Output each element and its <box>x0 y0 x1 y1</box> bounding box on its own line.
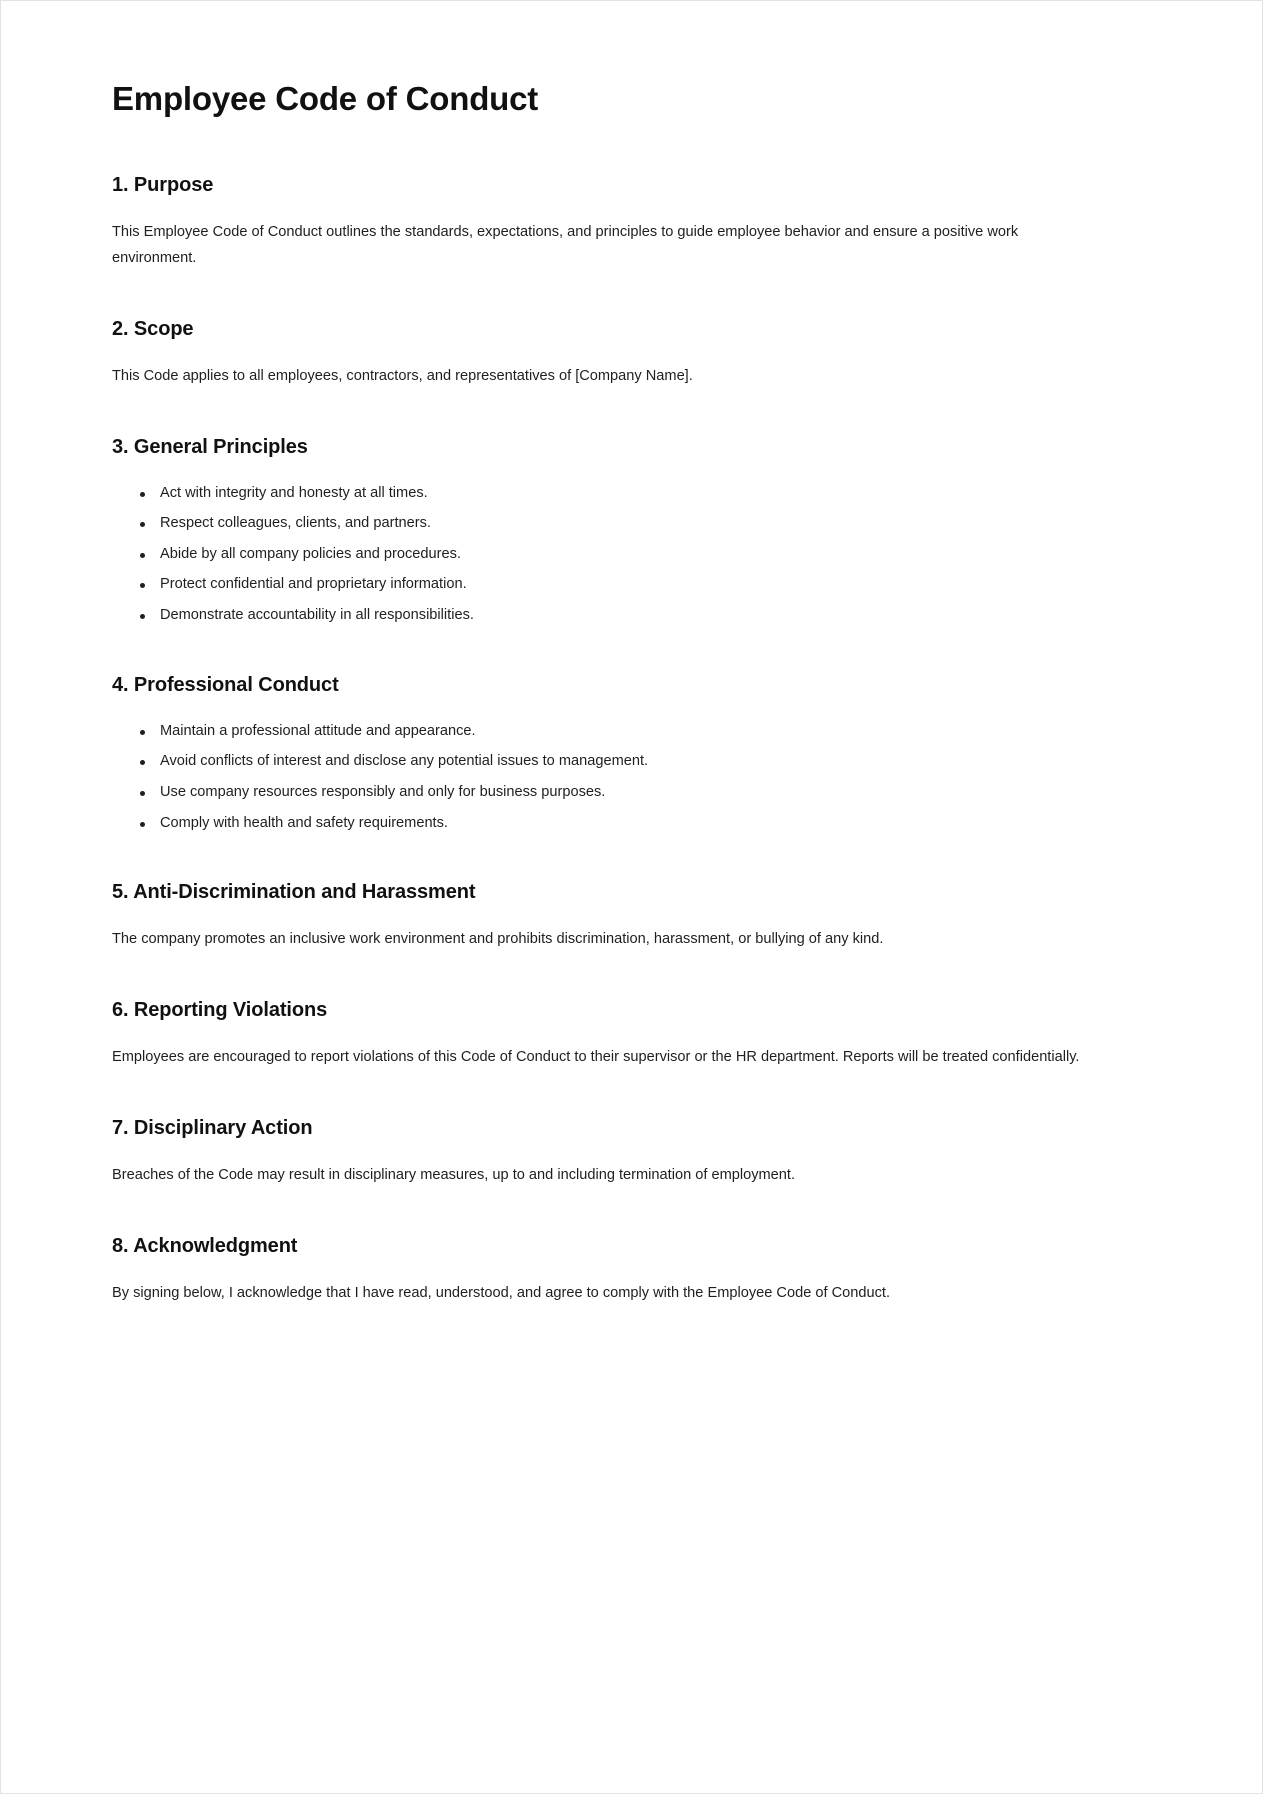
section-paragraph-acknowledgment: By signing below, I acknowledge that I have read, understood, and agree to comply with the Employee Code of Conduct. <box>112 1285 891 1302</box>
list-item: Avoid conflicts of interest and disclose any potential issues to management. <box>138 750 1152 774</box>
section-heading-scope: 2. Scope <box>112 317 194 340</box>
section-scope <box>112 317 1152 390</box>
section-paragraph-scope: This Code applies to all employees, contractors, and representatives of [Company Name]. <box>112 367 693 384</box>
document-body <box>1 1 1262 1367</box>
list-item: Comply with health and safety requirements. <box>138 812 1152 836</box>
section-general-principles <box>112 435 1152 628</box>
section-heading-professional-conduct: 4. Professional Conduct <box>112 673 339 696</box>
list-item: Protect confidential and proprietary information. <box>138 573 1152 597</box>
section-heading-general-principles: 3. General Principles <box>112 435 308 458</box>
list-item: Respect colleagues, clients, and partners. <box>138 512 1152 536</box>
section-disciplinary-action <box>112 1116 1152 1189</box>
list-item: Maintain a professional attitude and appearance. <box>138 720 1152 744</box>
section-anti-discrimination-and-harassment <box>112 880 1152 953</box>
section-paragraph-reporting-violations: Employees are encouraged to report violations of this Code of Conduct to their supervisor or the HR department. Reports will be treated confidentially. <box>112 1049 1080 1066</box>
section-professional-conduct <box>112 673 1152 836</box>
section-heading-acknowledgment: 8. Acknowledgment <box>112 1235 298 1258</box>
section-list-general-principles <box>112 482 1152 628</box>
section-heading-reporting-violations: 6. Reporting Violations <box>112 999 328 1022</box>
section-paragraph-anti-discrimination-and-harassment: The company promotes an inclusive work environment and prohibits discrimination, harassment, or bullying of any kind. <box>112 931 884 948</box>
section-paragraph-purpose: This Employee Code of Conduct outlines the standards, expectations, and principles to guide employee behavior and ensure a positive work environment. <box>112 223 1019 266</box>
list-item: Demonstrate accountability in all responsibilities. <box>138 604 1152 628</box>
section-heading-purpose: 1. Purpose <box>112 173 214 196</box>
section-heading-disciplinary-action: 7. Disciplinary Action <box>112 1117 313 1140</box>
section-paragraph-disciplinary-action: Breaches of the Code may result in disciplinary measures, up to and including termination of employment. <box>112 1167 796 1184</box>
section-list-professional-conduct <box>112 720 1152 836</box>
section-heading-anti-discrimination-and-harassment: 5. Anti-Discrimination and Harassment <box>112 881 476 904</box>
list-item: Abide by all company policies and procedures. <box>138 543 1152 567</box>
section-purpose <box>112 173 1152 272</box>
page-title: Employee Code of Conduct <box>112 80 539 117</box>
list-item: Use company resources responsibly and only for business purposes. <box>138 781 1152 805</box>
list-item: Act with integrity and honesty at all times. <box>138 482 1152 506</box>
section-acknowledgment <box>112 1234 1152 1307</box>
section-reporting-violations <box>112 998 1152 1071</box>
